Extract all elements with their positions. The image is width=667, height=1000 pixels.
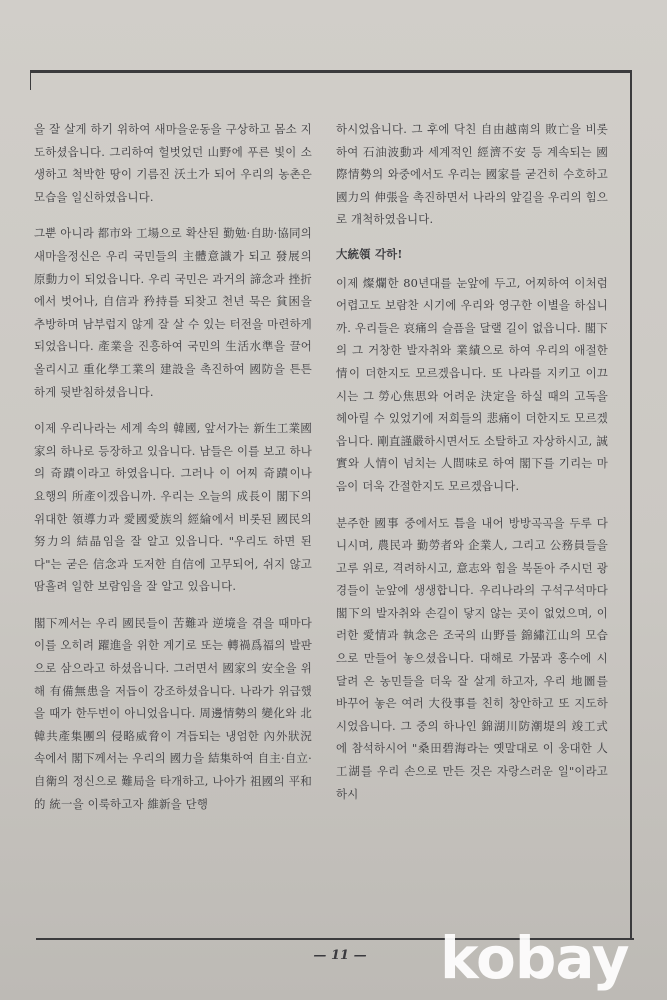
- watermark-logo: kobay: [440, 924, 629, 992]
- section-heading: 大統領 각하!: [336, 246, 403, 261]
- top-border-rule: [30, 70, 630, 73]
- right-paragraph-1: 하시었읍니다. 그 후에 닥친 自由越南의 敗亡을 비롯하여 石油波動과 세계적인 經濟不安 등 계속되는 國際情勢의 와중에서도 우리는 國家를 굳건히 수호하고 國力의 伸張을 촉진하면서 나라의 앞길을 우리의 힘으로 개척하였읍니다.: [336, 122, 608, 227]
- page-number: — 11 —: [313, 948, 367, 963]
- left-paragraph-1: 을 잘 살게 하기 위하여 새마을운동을 구상하고 몸소 지도하셨읍니다. 그리하여 헐벗었던 山野에 푸른 빛이 소생하고 척박한 땅이 기름진 沃土가 되어 우리의 농촌은 모습을 일신하였읍니다.: [34, 122, 312, 204]
- left-paragraph-4: 閣下께서는 우리 國民들이 苦難과 逆境을 겪을 때마다 이를 오히려 躍進을 위한 계기로 또는 轉禍爲福의 발판으로 삼으라고 하셨읍니다. 그러면서 國家의 安全을 위해 有備無患을 저듭이 강조하셨읍니다. 나라가 위급했을 때가 한두번이 아니었읍니다. 周邊情勢의 變化와 北韓共產集團의 侵略威脅이 겨듭되는 냉엄한 內外狀況 속에서 閣下께서는 우리의 國力을 結集하여 自主·自立·自衛의 정신으로 難局을 타개하고, 나아가 祖國의 平和的 統一을 이룩하고자 維新을 단행: [34, 615, 312, 811]
- right-text-column: [336, 118, 608, 805]
- left-paragraph-3: 이제 우리나라는 세계 속의 韓國, 앞서가는 新生工業國家의 하나로 등장하고 있읍니다. 남들은 이를 보고 하나의 奇蹟이라고 하였읍니다. 그러나 이 어찌 奇蹟이나 요행의 所產이겠읍니까. 우리는 오늘의 成長이 閣下의 위대한 領導力과 愛國愛族의 經綸에서 비롯된 國民의 努力의 結晶임을 잘 알고 있읍니다. "우리도 하면 된다"는 굳은 信念과 도저한 自信에 고무되어, 쉬지 않고 땀흘려 일한 보람임을 잘 알고 있읍니다.: [34, 421, 312, 594]
- right-paragraph-3: 분주한 國事 중에서도 틈을 내어 방방곡곡을 두루 다니시며, 農民과 勤勞者와 企業人, 그리고 公務員들을 고루 위로, 격려하시고, 意志와 힘을 북돋아 주시던 광경들이 눈앞에 생생합니다. 우리나라의 구석구석마다 閣下의 발자취와 손길이 닿지 않는 곳이 없었으며, 이러한 愛情과 執念은 조국의 山野를 錦繡江山의 모습으로 만들어 놓으셨읍니다. 대해로 가뭄과 홍수에 시달려 온 농민들을 더욱 잘 살게 하고자, 우리 地圖를 바꾸어 놓은 여러 大役事를 친히 창안하고 또 지도하시었읍니다. 그 중의 하나인 錦湖川防潮堤의 竣工式에 참석하시어 "桑田碧海라는 옛말대로 이 웅대한 人工湖를 우리 손으로 만든 것은 자랑스러운 일"이라고 하시: [336, 515, 608, 801]
- left-text-column: [34, 118, 312, 815]
- left-border-tick: [30, 70, 31, 90]
- left-paragraph-2: 그뿐 아니라 都市와 工場으로 확산된 勤勉·自助·協同의 새마을정신은 우리 국민들의 主體意識가 되고 發展의 原動力이 되었읍니다. 우리 국민은 과거의 諦念과 挫折에서 벗어나, 自信과 矜持를 되찾고 천년 묵은 貧困을 추방하며 남부럽지 않게 잘 살 수 있는 터전을 마련하게 되었읍니다. 產業을 진흥하여 국민의 生活水準을 끌어 올리시고 重化學工業의 建設을 촉진하여 國防을 튼튼하게 뒷받침하셨읍니다.: [34, 226, 312, 399]
- right-border-rule: [630, 70, 632, 940]
- right-paragraph-2: 이제 燦爛한 80년대를 눈앞에 두고, 어찌하여 이처럼 어렵고도 보람찬 시기에 우리와 영구한 이별을 하십니까. 우리들은 哀痛의 슬픔을 달랠 길이 없읍니다. 閣下의 그 거창한 발자취와 業績으로 하여 우리의 애절한 情이 더한지도 모르겠읍니다. 또 나라를 지키고 이끄시는 그 勞心焦思와 어려운 決定을 하실 때의 고독을 헤아릴 수 있었기에 저희들의 悲痛이 더한지도 모르겠읍니다. 剛直謹嚴하시면서도 소탈하고 자상하시고, 誠實와 人情이 넘치는 人間味로 하여 閣下를 기리는 마음이 더욱 간절한지도 모르겠읍니다.: [336, 275, 608, 493]
